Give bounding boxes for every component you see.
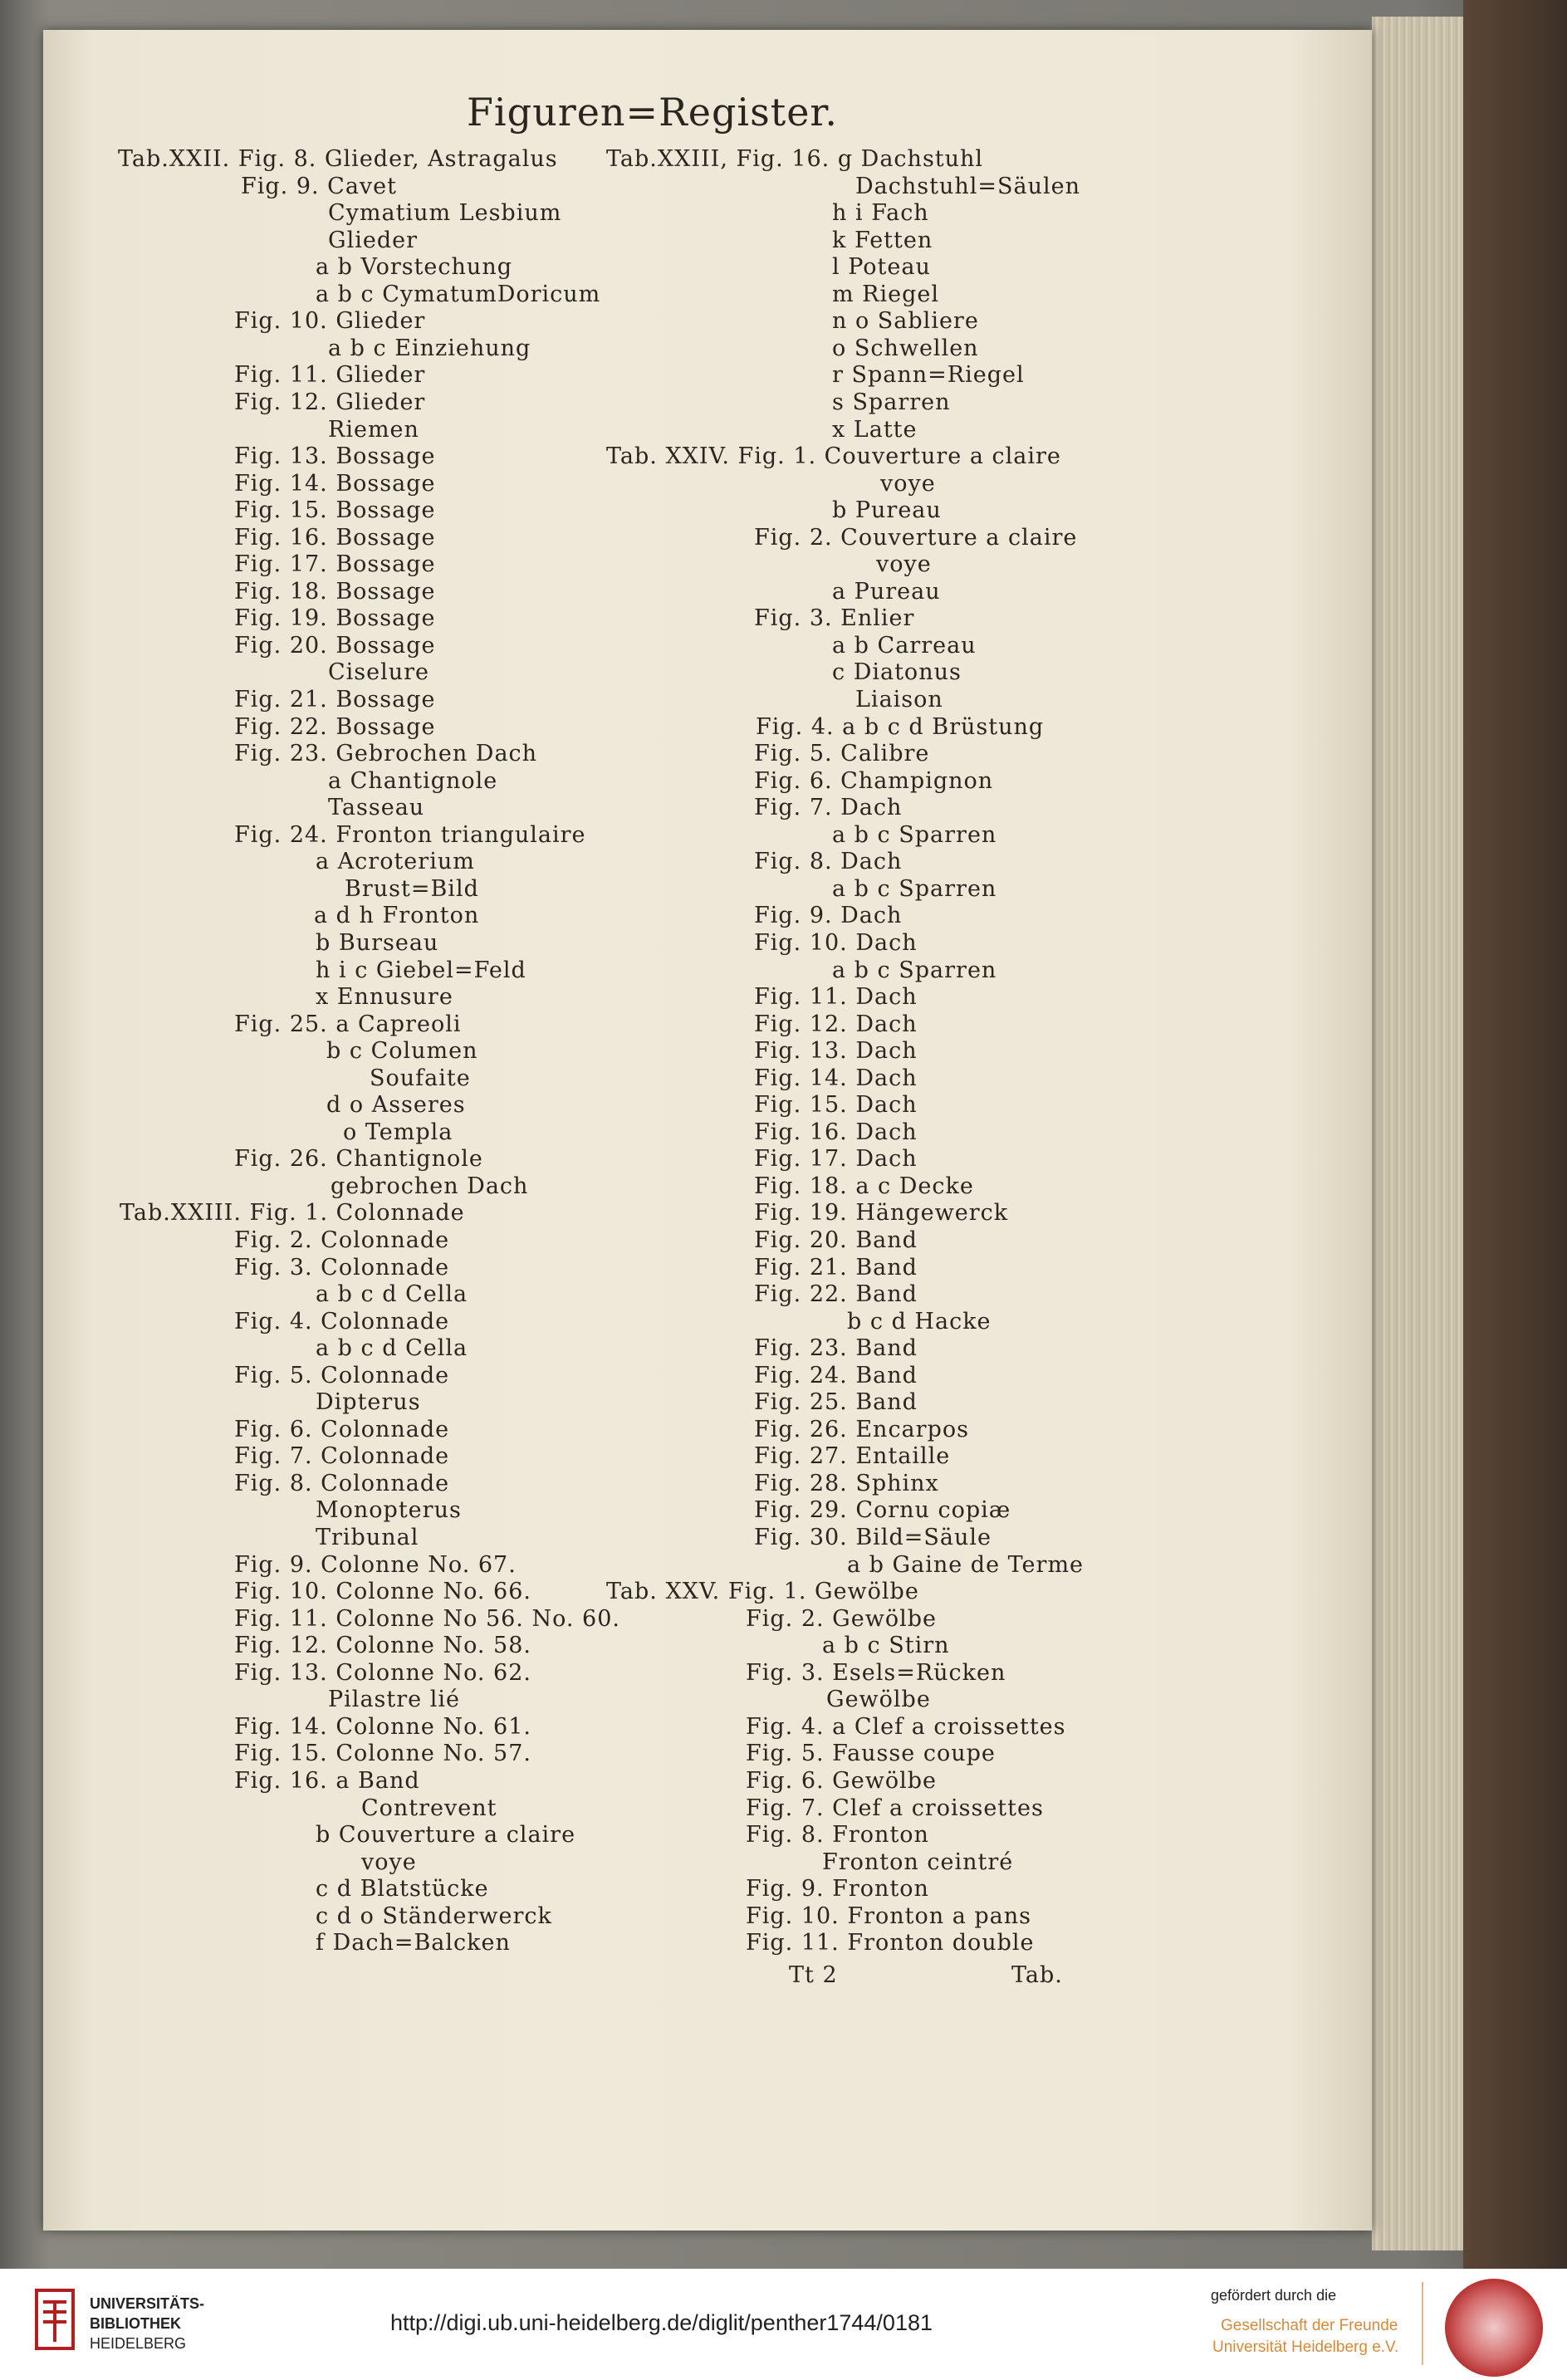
right-entry: Fig. 25. Band <box>754 1389 918 1415</box>
right-entry: Fig. 8. Dach <box>754 849 903 874</box>
sponsor-label: gefördert durch die <box>1211 2287 1337 2304</box>
left-entry: Fig. 2. Colonnade <box>234 1227 450 1253</box>
left-entry: a Chantignole <box>328 768 498 794</box>
right-entry: Fig. 16. Dach <box>754 1119 918 1145</box>
right-entry: h i Fach <box>832 200 929 226</box>
left-entry: Tasseau <box>328 795 425 820</box>
right-entry: m Riegel <box>832 282 940 307</box>
left-entry: Fig. 4. Colonnade <box>234 1309 450 1334</box>
left-entry: Fig. 16. a Band <box>234 1768 420 1794</box>
source-url-link[interactable]: http://digi.ub.uni-heidelberg.de/diglit/penther1744/0181 <box>390 2310 933 2335</box>
right-entry: voye <box>880 471 936 497</box>
left-entry: Fig. 6. Colonnade <box>234 1417 450 1442</box>
right-entry: Fig. 9. Fronton <box>746 1876 929 1902</box>
right-entry: Fig. 26. Encarpos <box>754 1417 969 1442</box>
right-entry: a b c Sparren <box>832 957 997 983</box>
right-entry: Dachstuhl=Säulen <box>855 174 1080 199</box>
left-entry: Cymatium Lesbium <box>328 200 562 226</box>
right-entry: Fig. 18. a c Decke <box>754 1173 974 1199</box>
right-entry: a b c Stirn <box>822 1633 950 1658</box>
left-entry: a Acroterium <box>316 849 475 874</box>
right-entry: Fig. 7. Clef a croissettes <box>746 1795 1044 1821</box>
left-entry: Fig. 11. Glieder <box>234 362 426 388</box>
right-entry: a b c Sparren <box>832 876 997 902</box>
right-entry: Fig. 23. Band <box>754 1335 918 1361</box>
left-entry: Fig. 14. Colonne No. 61. <box>234 1714 531 1740</box>
right-entry: Fig. 27. Entaille <box>754 1443 951 1469</box>
right-entry: Fronton ceintré <box>822 1849 1014 1875</box>
left-entry: a b c d Cella <box>316 1281 468 1307</box>
sponsor-name-line2: Universität Heidelberg e.V. <box>1212 2338 1399 2356</box>
right-entry: Fig. 10. Dach <box>754 930 918 956</box>
left-entry: Fig. 15. Bossage <box>234 497 436 523</box>
library-logo-icon <box>33 2285 76 2352</box>
footer-divider <box>1422 2282 1423 2365</box>
left-entry: Fig. 13. Bossage <box>234 443 436 469</box>
right-entry: Fig. 3. Esels=Rücken <box>746 1660 1006 1686</box>
left-entry: Ciselure <box>328 659 430 685</box>
right-entry: Tab. XXV. Fig. 1. Gewölbe <box>606 1579 919 1604</box>
left-entry: Tribunal <box>316 1525 419 1550</box>
left-entry: Fig. 11. Colonne No 56. No. 60. <box>234 1606 620 1632</box>
right-entry: Fig. 10. Fronton a pans <box>746 1903 1032 1929</box>
catchword: Tab. <box>1011 1962 1063 1988</box>
right-entry: Liaison <box>855 687 943 713</box>
left-entry: Dipterus <box>316 1389 421 1415</box>
sponsor-name-line1: Gesellschaft der Freunde <box>1221 2317 1398 2334</box>
left-entry: voye <box>361 1849 417 1875</box>
right-entry: Fig. 7. Dach <box>754 795 903 820</box>
left-entry: f Dach=Balcken <box>316 1930 511 1956</box>
right-entry: Fig. 5. Fausse coupe <box>746 1741 996 1766</box>
right-entry: Fig. 11. Dach <box>754 984 918 1010</box>
left-entry: a b c d Cella <box>316 1335 468 1361</box>
right-entry: Tab. XXIV. Fig. 1. Couverture a claire <box>606 443 1061 469</box>
left-entry: Fig. 9. Cavet <box>241 174 397 199</box>
right-entry: Fig. 15. Dach <box>754 1092 918 1118</box>
left-entry: Fig. 10. Glieder <box>234 308 426 334</box>
right-entry: Fig. 8. Fronton <box>746 1822 929 1848</box>
right-entry: b Pureau <box>832 497 942 523</box>
left-entry: Fig. 12. Colonne No. 58. <box>234 1633 531 1658</box>
right-entry: o Schwellen <box>832 335 979 361</box>
page-title: Figuren=Register. <box>467 90 838 135</box>
right-entry: a Pureau <box>832 579 941 605</box>
left-entry: Fig. 26. Chantignole <box>234 1146 483 1172</box>
left-entry: Fig. 25. a Capreoli <box>234 1011 462 1037</box>
left-entry: Fig. 23. Gebrochen Dach <box>234 741 538 766</box>
left-entry: a b c Einziehung <box>328 335 531 361</box>
left-entry: Fig. 9. Colonne No. 67. <box>234 1552 517 1578</box>
right-entry: a b c Sparren <box>832 822 997 848</box>
right-entry: c Diatonus <box>832 659 962 685</box>
left-entry: c d Blatstücke <box>316 1876 489 1902</box>
left-entry: a b c CymatumDoricum <box>316 282 601 307</box>
right-entry: a b Gaine de Terme <box>847 1552 1085 1578</box>
right-entry: a b Carreau <box>832 633 977 659</box>
left-entry: Fig. 18. Bossage <box>234 579 436 605</box>
left-entry: Fig. 17. Bossage <box>234 551 436 577</box>
left-entry: a d h Fronton <box>314 903 480 928</box>
left-entry: Contrevent <box>361 1795 497 1821</box>
left-entry: Fig. 3. Colonnade <box>234 1255 450 1281</box>
left-entry: Fig. 22. Bossage <box>234 714 436 740</box>
left-entry: Fig. 10. Colonne No. 66. <box>234 1579 531 1604</box>
right-entry: Fig. 14. Dach <box>754 1065 918 1091</box>
left-entry: b c Columen <box>326 1038 478 1064</box>
left-entry: Fig. 24. Fronton triangulaire <box>234 822 586 848</box>
university-seal-icon <box>1445 2279 1543 2377</box>
right-entry: Fig. 4. a b c d Brüstung <box>756 714 1045 740</box>
left-entry: Riemen <box>328 417 419 443</box>
left-entry: b Burseau <box>316 930 439 956</box>
left-entry: Fig. 16. Bossage <box>234 525 436 551</box>
left-entry: Fig. 12. Glieder <box>234 389 426 415</box>
left-entry: Fig. 5. Colonnade <box>234 1363 450 1388</box>
left-entry: Pilastre lié <box>328 1687 460 1712</box>
library-name-line2: BIBLIOTHEK <box>90 2315 181 2332</box>
left-entry: Glieder <box>328 228 418 253</box>
right-entry: Fig. 22. Band <box>754 1281 918 1307</box>
right-entry: Fig. 30. Bild=Säule <box>754 1525 992 1550</box>
left-entry: Soufaite <box>370 1065 471 1091</box>
left-entry: d o Asseres <box>326 1092 466 1118</box>
signature-mark: Tt 2 <box>789 1962 838 1988</box>
right-entry: Fig. 9. Dach <box>754 903 903 928</box>
left-entry: Tab.XXIII. Fig. 1. Colonnade <box>120 1200 465 1226</box>
right-entry: Fig. 28. Sphinx <box>754 1471 939 1496</box>
book-cover <box>1463 0 1567 2269</box>
left-entry: Fig. 21. Bossage <box>234 687 436 713</box>
library-name-line1: UNIVERSITÄTS- <box>90 2295 205 2312</box>
right-entry: Fig. 21. Band <box>754 1255 918 1281</box>
right-entry: voye <box>876 551 932 577</box>
right-entry: Fig. 2. Gewölbe <box>746 1606 937 1632</box>
left-entry: c d o Ständerwerck <box>316 1903 552 1929</box>
right-entry: Fig. 29. Cornu copiæ <box>754 1497 1011 1523</box>
right-entry: Fig. 3. Enlier <box>754 605 915 631</box>
left-entry: Fig. 8. Colonnade <box>234 1471 450 1496</box>
left-entry: Fig. 13. Colonne No. 62. <box>234 1660 531 1686</box>
left-entry: Fig. 19. Bossage <box>234 605 436 631</box>
right-entry: l Poteau <box>832 254 931 280</box>
right-entry: Fig. 11. Fronton double <box>746 1930 1035 1956</box>
left-entry: x Ennusure <box>316 984 453 1010</box>
left-entry: Fig. 20. Bossage <box>234 633 436 659</box>
right-entry: Fig. 19. Hängewerck <box>754 1200 1009 1226</box>
left-entry: Fig. 15. Colonne No. 57. <box>234 1741 531 1766</box>
book-page <box>43 30 1372 2231</box>
right-entry: r Spann=Riegel <box>832 362 1025 388</box>
right-entry: Fig. 13. Dach <box>754 1038 918 1064</box>
left-entry: Tab.XXII. Fig. 8. Glieder, Astragalus <box>118 146 558 172</box>
left-entry: Monopterus <box>316 1497 462 1523</box>
right-entry: n o Sabliere <box>832 308 979 334</box>
right-entry: x Latte <box>832 417 918 443</box>
page-edges <box>1372 17 1463 2250</box>
left-entry: Fig. 7. Colonnade <box>234 1443 450 1469</box>
left-entry: Fig. 14. Bossage <box>234 471 436 497</box>
right-entry: s Sparren <box>832 389 951 415</box>
right-entry: Tab.XXIII, Fig. 16. g Dachstuhl <box>606 146 984 172</box>
right-entry: Fig. 24. Band <box>754 1363 918 1388</box>
right-entry: Gewölbe <box>826 1687 931 1712</box>
right-entry: b c d Hacke <box>847 1309 992 1334</box>
left-entry: h i c Giebel=Feld <box>316 957 526 983</box>
right-entry: Fig. 5. Calibre <box>754 741 930 766</box>
right-entry: Fig. 6. Gewölbe <box>746 1768 937 1794</box>
right-entry: Fig. 17. Dach <box>754 1146 918 1172</box>
right-entry: Fig. 2. Couverture a claire <box>754 525 1078 551</box>
right-entry: Fig. 4. a Clef a croissettes <box>746 1714 1066 1740</box>
right-entry: Fig. 12. Dach <box>754 1011 918 1037</box>
left-entry: Brust=Bild <box>345 876 479 902</box>
left-entry: b Couverture a claire <box>316 1822 576 1848</box>
left-entry: gebrochen Dach <box>331 1173 529 1199</box>
right-entry: Fig. 6. Champignon <box>754 768 994 794</box>
left-entry: o Templa <box>343 1119 453 1145</box>
left-entry: a b Vorstechung <box>316 254 512 280</box>
right-entry: k Fetten <box>832 228 933 253</box>
library-name-line3: HEIDELBERG <box>90 2335 187 2352</box>
right-entry: Fig. 20. Band <box>754 1227 918 1253</box>
